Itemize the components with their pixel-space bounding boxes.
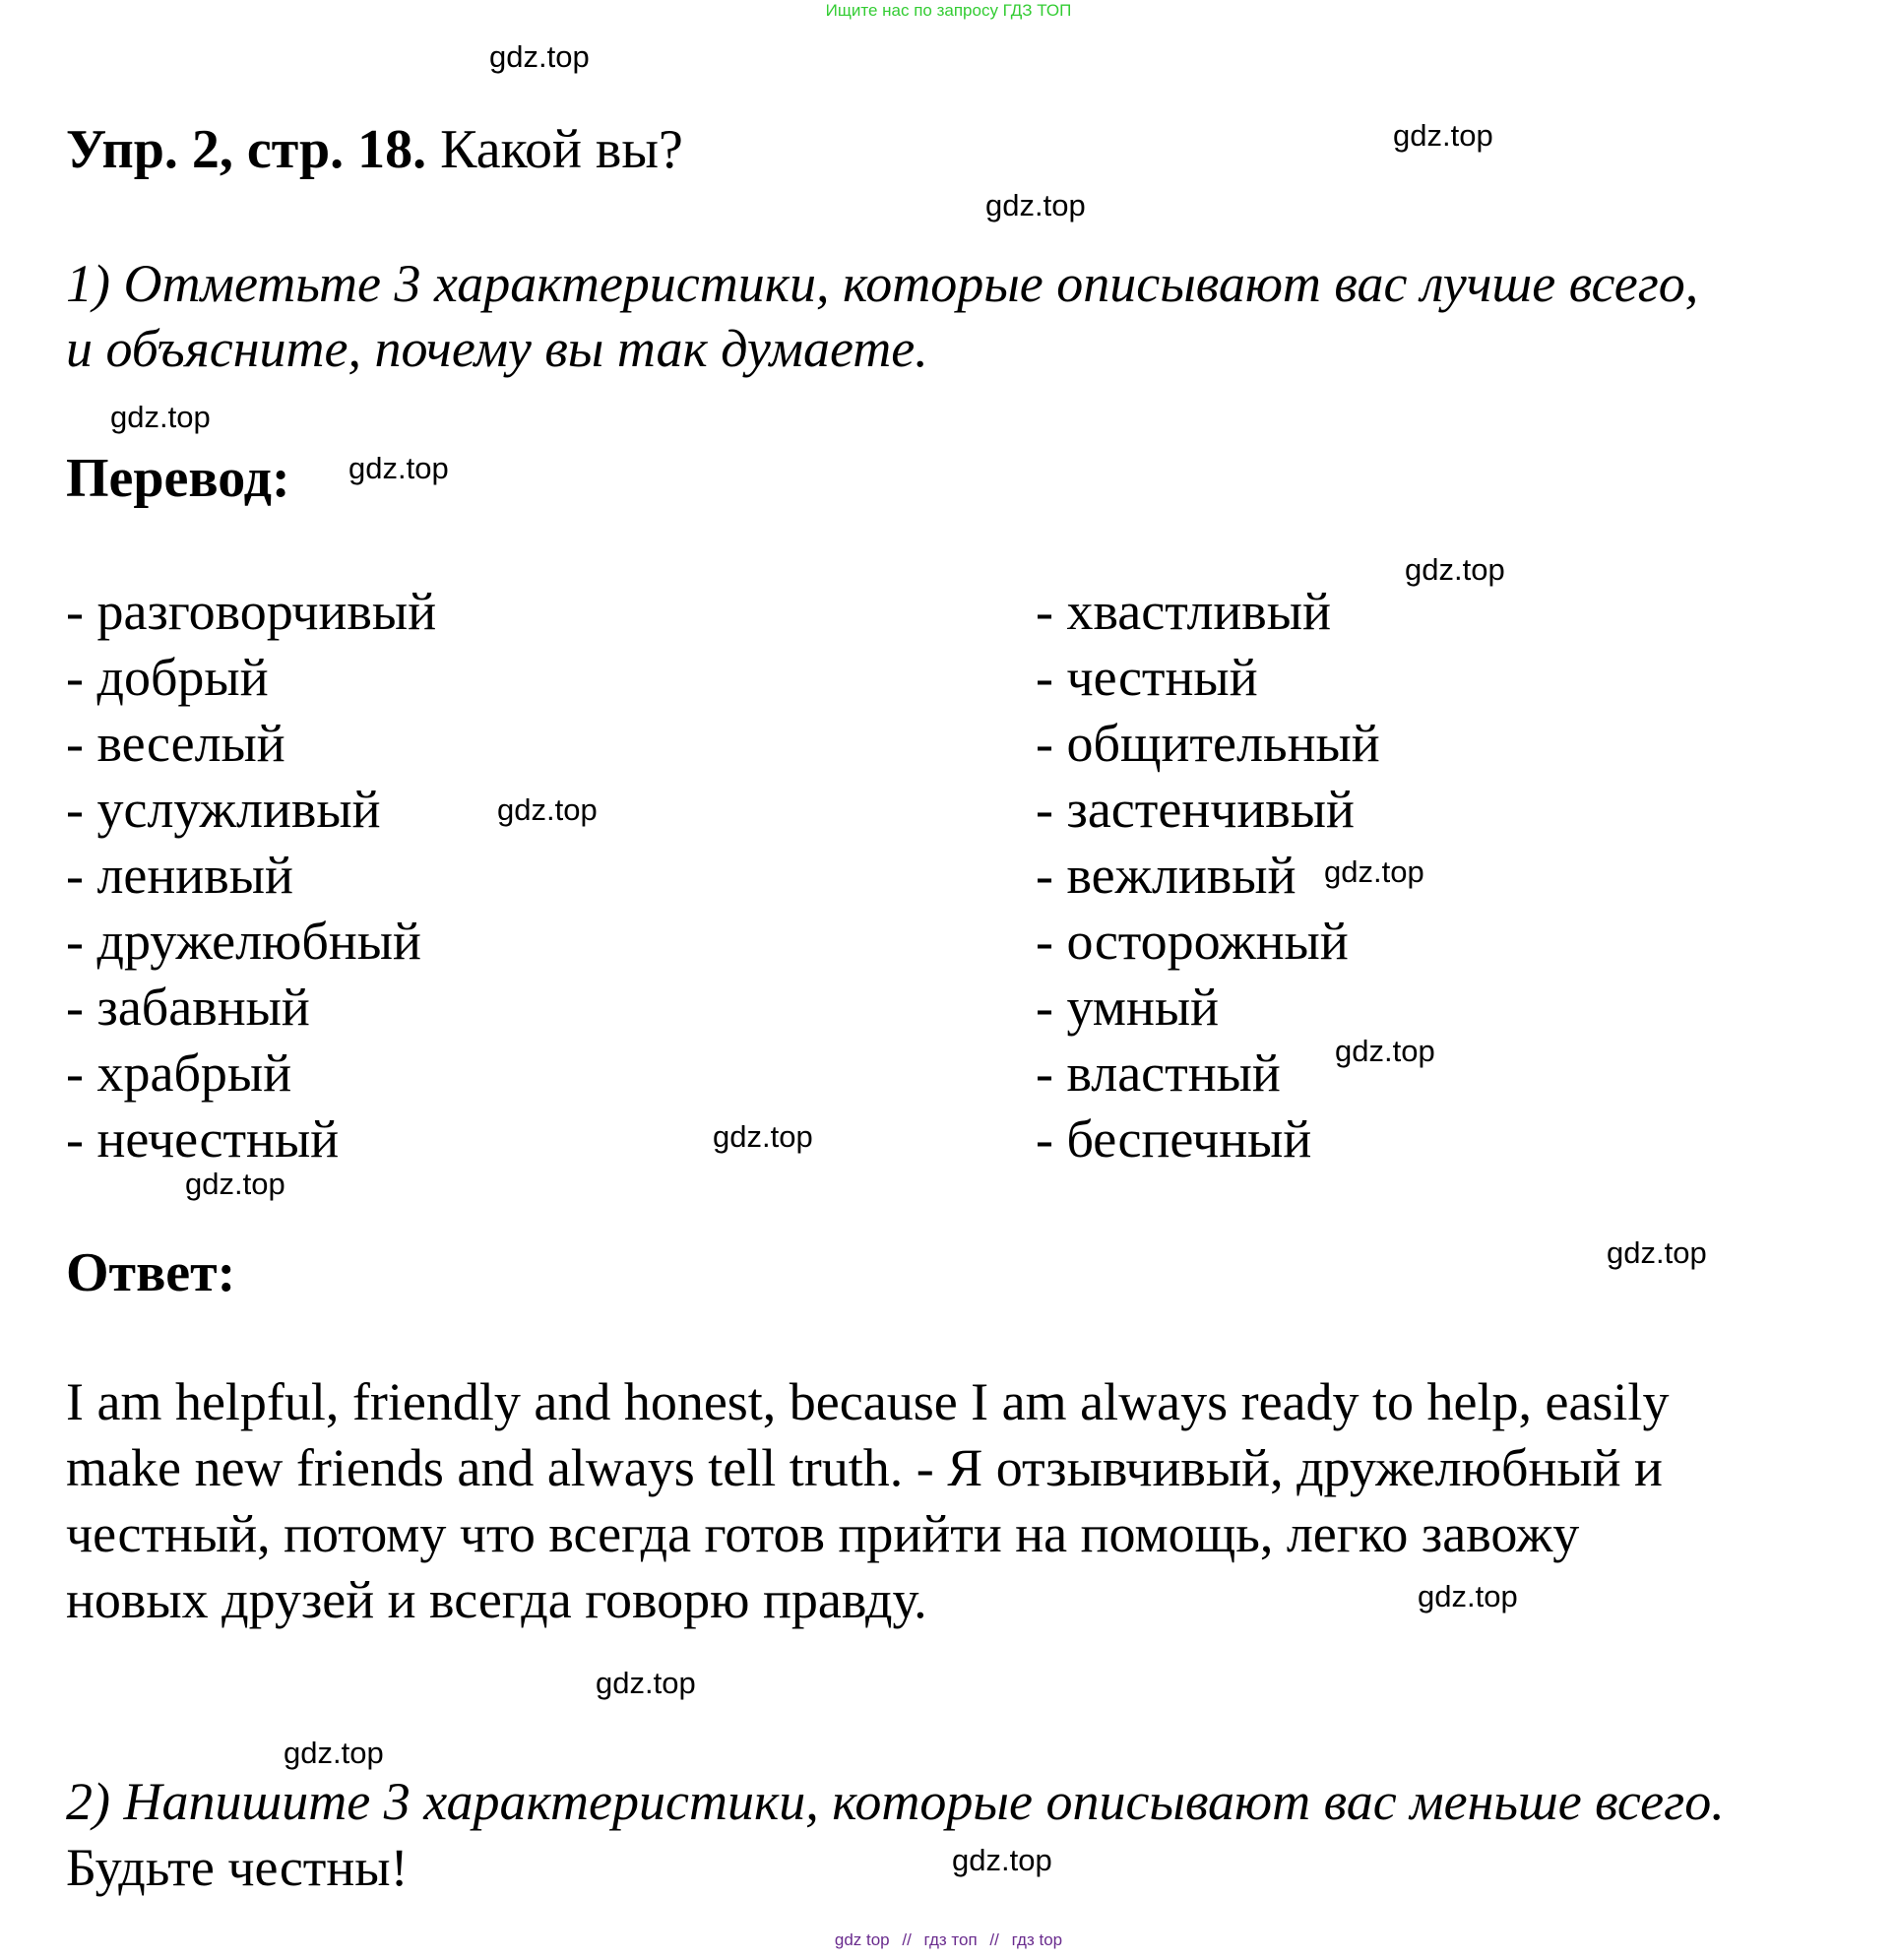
list-item: - честный <box>1036 648 1258 707</box>
watermark: gdz.top <box>985 188 1086 222</box>
answer-line: make new friends and always tell truth. - Я отзывчивый, дружелюбный и <box>66 1438 1663 1497</box>
list-item: - вежливый <box>1036 846 1296 905</box>
list-item: - умный <box>1036 978 1220 1037</box>
word-list-right <box>1036 579 1380 1172</box>
watermark: gdz.top <box>1405 552 1505 587</box>
list-item: - ленивый <box>66 846 293 905</box>
watermark: gdz.top <box>284 1736 384 1770</box>
watermark: gdz.top <box>1418 1579 1518 1613</box>
answer-line: честный, потому что всегда готов прийти на помощь, легко завожу <box>66 1504 1580 1563</box>
list-item: - веселый <box>66 714 285 773</box>
task-1-line-2: и объясните, почему вы так думаете. <box>66 319 928 378</box>
task-1-line-1: 1) Отметьте 3 характеристики, которые описывают вас лучше всего, <box>66 254 1699 313</box>
list-item: - застенчивый <box>1036 780 1355 839</box>
word-list-left <box>66 579 436 1172</box>
watermark: gdz.top <box>713 1119 813 1154</box>
watermark: gdz.top <box>489 39 590 74</box>
list-item: - беспечный <box>1036 1109 1312 1169</box>
watermark: gdz.top <box>348 451 449 485</box>
watermark: gdz.top <box>1335 1034 1435 1068</box>
footer-separator: // <box>902 1930 912 1949</box>
answer-heading: Ответ: <box>66 1242 236 1303</box>
list-item: - храбрый <box>66 1043 292 1103</box>
list-item: - дружелюбный <box>66 912 421 971</box>
answer-line: I am helpful, friendly and honest, because I am always ready to help, easily <box>66 1372 1670 1431</box>
watermark: gdz.top <box>185 1167 285 1201</box>
list-item: - общительный <box>1036 714 1380 773</box>
list-item: - властный <box>1036 1043 1281 1103</box>
footer-link[interactable]: гдз топ <box>923 1930 978 1949</box>
footer-links <box>0 1929 1897 1951</box>
watermark: gdz.top <box>596 1666 696 1700</box>
exercise-number: Упр. 2, стр. 18. <box>66 119 427 180</box>
answer-line: новых друзей и всегда говорю правду. <box>66 1570 927 1629</box>
footer-separator: // <box>989 1930 999 1949</box>
footer-link[interactable]: gdz top <box>834 1930 890 1949</box>
exercise-subject: Какой вы? <box>440 119 683 180</box>
task-2-line-1: 2) Напишите 3 характеристики, которые описывают вас меньше всего. <box>66 1772 1725 1831</box>
list-item: - услужливый <box>66 780 381 839</box>
list-item: - разговорчивый <box>66 582 437 641</box>
list-item: - забавный <box>66 978 310 1037</box>
search-banner: Ищите нас по запросу ГДЗ ТОП <box>825 1 1072 20</box>
list-item: - осторожный <box>1036 912 1349 971</box>
page-title <box>66 116 683 183</box>
watermark: gdz.top <box>1393 118 1493 153</box>
list-item: - нечестный <box>66 1109 340 1169</box>
task-2-line-2: Будьте честны! <box>66 1838 409 1897</box>
translation-heading: Перевод: <box>66 448 290 509</box>
watermark: gdz.top <box>1324 854 1424 889</box>
footer-link[interactable]: гдз top <box>1011 1930 1063 1949</box>
list-item: - добрый <box>66 648 269 707</box>
watermark: gdz.top <box>952 1843 1052 1877</box>
watermark: gdz.top <box>110 400 211 434</box>
watermark: gdz.top <box>1607 1235 1707 1270</box>
list-item: - хвастливый <box>1036 582 1331 641</box>
answer-text <box>66 1369 1838 1633</box>
watermark: gdz.top <box>497 792 598 827</box>
